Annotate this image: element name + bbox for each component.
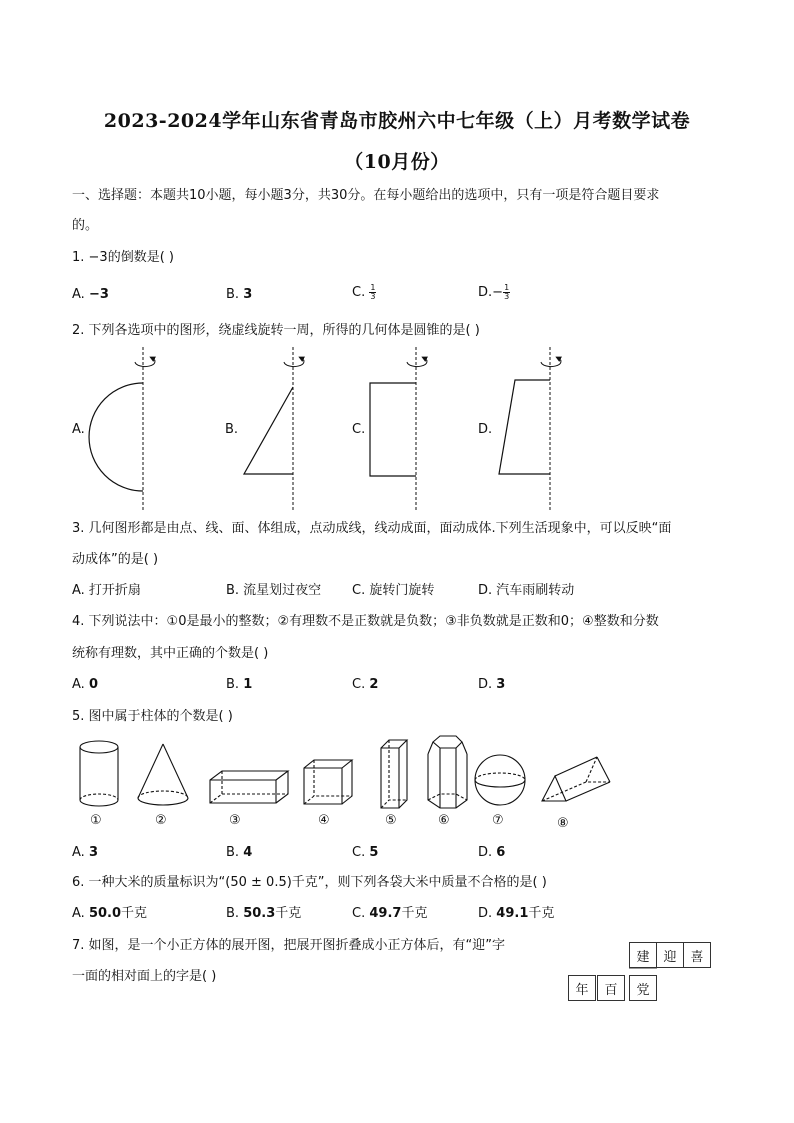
q3-option-b[interactable]: B. 流星划过夜空 [226,583,322,598]
section-header: 一、选择题：本题共10小题，每小题3分，共30分。在每小题给出的选项中，只有一项是符合题目要求 [72,188,660,203]
solid-label-1: ① [90,813,102,828]
net-cell-bai: 百 [597,975,625,1001]
q4-option-c[interactable]: C. 2 [352,677,379,692]
solid-label-5: ⑤ [385,813,397,828]
q3-option-c[interactable]: C. 旋转门旋转 [352,583,435,598]
q5-option-d[interactable]: D. 6 [478,845,506,860]
solid-label-3: ③ [229,813,241,828]
question-6-stem: 6. 一种大米的质量标识为“(50 ± 0.5)千克”，则下列各袋大米中质量不合格的是( ) [72,875,547,890]
net-cell-jian: 建 [629,942,657,968]
net-cell-ying: 迎 [656,942,684,968]
q3-option-a[interactable]: A. 打开折扇 [72,583,141,598]
paper-subtitle: （10月份） [344,151,450,173]
q6-option-a[interactable]: A. 50.0千克 [72,906,148,921]
net-cell-dang: 党 [629,975,657,1001]
solid-label-7: ⑦ [492,813,504,828]
question-5-stem: 5. 图中属于柱体的个数是( ) [72,709,233,724]
q4-option-b[interactable]: B. 1 [226,677,253,692]
net-cell-xi: 喜 [683,942,711,968]
q1-option-c[interactable]: C. $\frac{1}{3}$ [352,283,376,301]
net-cell-nian: 年 [568,975,596,1001]
q6-option-b[interactable]: B. 50.3千克 [226,906,302,921]
q6-option-c[interactable]: C. 49.7千克 [352,906,428,921]
q1-option-a[interactable]: A. −3 [72,287,109,302]
q1-option-d[interactable]: D.− $\frac{1}{3}$ [478,283,510,301]
q2-option-c[interactable]: C. [352,422,366,437]
solid-label-8: ⑧ [557,816,569,831]
q1-option-b[interactable]: B. 3 [226,287,253,302]
solid-label-2: ② [155,813,167,828]
question-4-stem-cont: 统称有理数，其中正确的个数是( ) [72,646,269,661]
solid-label-6: ⑥ [438,813,450,828]
q5-option-b[interactable]: B. 4 [226,845,253,860]
q4-option-d[interactable]: D. 3 [478,677,506,692]
question-1-stem: 1. −3的倒数是( ) [72,250,174,265]
q4-option-a[interactable]: A. 0 [72,677,98,692]
q2-option-d[interactable]: D. [478,422,493,437]
q6-option-d[interactable]: D. 49.1千克 [478,906,555,921]
q5-option-c[interactable]: C. 5 [352,845,379,860]
question-7-stem: 7. 如图，是一个小正方体的展开图，把展开图折叠成小正方体后，有“迎”字 [72,938,506,953]
q2-option-a[interactable]: A. [72,422,85,437]
question-2-stem: 2. 下列各选项中的图形，绕虚线旋转一周，所得的几何体是圆锥的是( ) [72,323,480,338]
q5-option-a[interactable]: A. 3 [72,845,98,860]
question-3-stem: 3. 几何图形都是由点、线、面、体组成，点动成线，线动成面，面动成体.下列生活现象中，可以反映“面 [72,521,672,536]
section-header-cont: 的。 [72,218,99,233]
q3-option-d[interactable]: D. 汽车雨刷转动 [478,583,575,598]
paper-title: 2023-2024学年山东省青岛市胶州六中七年级（上）月考数学试卷 [103,110,691,132]
q2-option-b[interactable]: B. [225,422,239,437]
question-7-stem-cont: 一面的相对面上的字是( ) [72,969,217,984]
solid-label-4: ④ [318,813,330,828]
question-3-stem-cont: 动成体”的是( ) [72,552,159,567]
question-4-stem: 4. 下列说法中：①0是最小的整数；②有理数不是正数就是负数；③非负数就是正数和0；④整数和分数 [72,614,659,629]
